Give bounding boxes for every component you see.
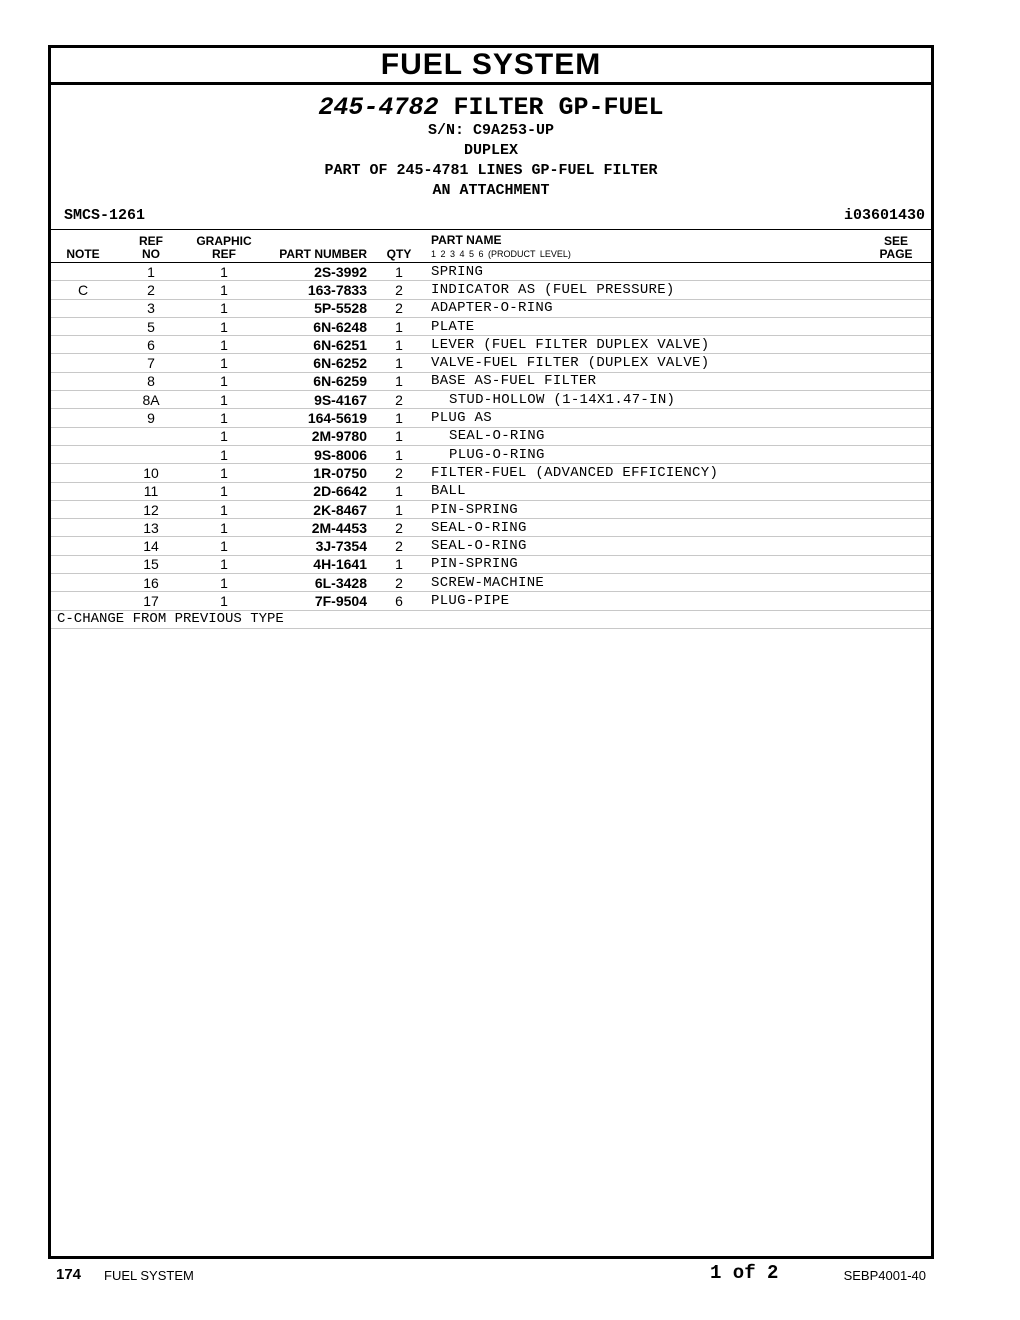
qty-cell: 1: [379, 427, 419, 445]
part-name-cell: FILTER-FUEL (ADVANCED EFFICIENCY): [419, 464, 861, 482]
qty-cell: 2: [379, 299, 419, 317]
ref-no-cell: [115, 427, 187, 445]
ref-no-cell: 5: [115, 317, 187, 335]
ref-no-cell: 16: [115, 574, 187, 592]
part-name-cell: SEAL-O-RING: [419, 537, 861, 555]
qty-cell: 1: [379, 445, 419, 463]
table-row: [51, 354, 931, 372]
part-name-cell: VALVE-FUEL FILTER (DUPLEX VALVE): [419, 354, 861, 372]
see-page-cell: [861, 555, 931, 573]
col-part-number: PART NUMBER: [261, 230, 379, 263]
part-number-cell: 2S-3992: [261, 263, 379, 281]
graphic-ref-cell: 1: [187, 354, 261, 372]
part-name-cell: PIN-SPRING: [419, 555, 861, 573]
table-row: [51, 427, 931, 445]
graphic-ref-cell: 1: [187, 555, 261, 573]
see-page-cell: [861, 336, 931, 354]
table-row: [51, 391, 931, 409]
ref-no-cell: 7: [115, 354, 187, 372]
part-number-cell: 6N-6252: [261, 354, 379, 372]
graphic-ref-cell: 1: [187, 500, 261, 518]
part-number-cell: 6N-6248: [261, 317, 379, 335]
page-footer: [56, 1262, 926, 1286]
part-name-cell: PLUG-PIPE: [419, 592, 861, 610]
qty-cell: 1: [379, 500, 419, 518]
qty-cell: 2: [379, 519, 419, 537]
group-name: FILTER GP-FUEL: [453, 93, 664, 122]
note-cell: [51, 592, 115, 610]
note-cell: [51, 317, 115, 335]
part-number-cell: 163-7833: [261, 281, 379, 299]
part-name-cell: SEAL-O-RING: [419, 519, 861, 537]
table-row: [51, 555, 931, 573]
graphic-ref-cell: 1: [187, 464, 261, 482]
note-cell: C: [51, 281, 115, 299]
ref-no-cell: 13: [115, 519, 187, 537]
see-page-cell: [861, 537, 931, 555]
note-cell: [51, 537, 115, 555]
note-cell: [51, 336, 115, 354]
qty-cell: 1: [379, 354, 419, 372]
parent-assembly: PART OF 245-4781 LINES GP-FUEL FILTER: [324, 162, 658, 179]
ref-no-cell: 8A: [115, 391, 187, 409]
table-row: [51, 537, 931, 555]
see-page-cell: [861, 281, 931, 299]
table-row: [51, 592, 931, 610]
graphic-ref-cell: 1: [187, 519, 261, 537]
illustration-id: i03601430: [843, 207, 925, 224]
see-page-cell: [861, 317, 931, 335]
document-id: SEBP4001-40: [843, 1268, 926, 1283]
part-number-cell: 6N-6259: [261, 372, 379, 390]
table-header-row: [51, 230, 931, 263]
note-cell: [51, 555, 115, 573]
ref-no-cell: 10: [115, 464, 187, 482]
note-cell: [51, 263, 115, 281]
table-row: [51, 317, 931, 335]
note-cell: [51, 391, 115, 409]
note-cell: [51, 482, 115, 500]
table-row: [51, 299, 931, 317]
see-page-cell: [861, 372, 931, 390]
qty-cell: 1: [379, 555, 419, 573]
qty-cell: 2: [379, 537, 419, 555]
reference-line: [51, 207, 931, 230]
part-number-cell: 164-5619: [261, 409, 379, 427]
see-page-cell: [861, 519, 931, 537]
table-row: [51, 336, 931, 354]
note-cell: [51, 354, 115, 372]
col-part-name: PART NAME 1 2 3 4 5 6 (PRODUCT LEVEL): [419, 230, 861, 263]
ref-no-cell: 2: [115, 281, 187, 299]
part-number-cell: 2M-4453: [261, 519, 379, 537]
part-number-cell: 6N-6251: [261, 336, 379, 354]
part-number-cell: 9S-8006: [261, 445, 379, 463]
part-name-cell: STUD-HOLLOW (1-14X1.47-IN): [419, 391, 861, 409]
smcs-code: SMCS-1261: [64, 207, 146, 224]
graphic-ref-cell: 1: [187, 281, 261, 299]
group-variant: DUPLEX: [463, 142, 518, 159]
see-page-cell: [861, 592, 931, 610]
qty-cell: 1: [379, 409, 419, 427]
qty-cell: 2: [379, 281, 419, 299]
ref-no-cell: 11: [115, 482, 187, 500]
part-name-cell: BALL: [419, 482, 861, 500]
part-name-cell: INDICATOR AS (FUEL PRESSURE): [419, 281, 861, 299]
table-row: [51, 464, 931, 482]
note-cell: [51, 445, 115, 463]
attachment-note: AN ATTACHMENT: [432, 182, 550, 199]
part-name-cell: PLATE: [419, 317, 861, 335]
table-row: [51, 519, 931, 537]
qty-cell: 2: [379, 391, 419, 409]
see-page-cell: [861, 500, 931, 518]
qty-cell: 6: [379, 592, 419, 610]
qty-cell: 2: [379, 464, 419, 482]
part-number-cell: 9S-4167: [261, 391, 379, 409]
qty-cell: 2: [379, 574, 419, 592]
qty-cell: 1: [379, 482, 419, 500]
graphic-ref-cell: 1: [187, 482, 261, 500]
footer-section: FUEL SYSTEM: [104, 1268, 194, 1283]
table-row: [51, 500, 931, 518]
ref-no-cell: 9: [115, 409, 187, 427]
see-page-cell: [861, 574, 931, 592]
graphic-ref-cell: 1: [187, 427, 261, 445]
see-page-cell: [861, 427, 931, 445]
col-graphic-ref: GRAPHIC REF: [187, 230, 261, 263]
part-name-cell: PLUG-O-RING: [419, 445, 861, 463]
graphic-ref-cell: 1: [187, 299, 261, 317]
part-number-cell: 1R-0750: [261, 464, 379, 482]
qty-cell: 1: [379, 372, 419, 390]
graphic-ref-cell: 1: [187, 317, 261, 335]
footnote: C-CHANGE FROM PREVIOUS TYPE: [51, 610, 931, 628]
col-see-page: SEE PAGE: [861, 230, 931, 263]
ref-no-cell: 6: [115, 336, 187, 354]
note-cell: [51, 500, 115, 518]
ref-no-cell: 12: [115, 500, 187, 518]
table-row: [51, 372, 931, 390]
part-name-cell: PLUG AS: [419, 409, 861, 427]
group-part-number: 245-4782: [318, 93, 439, 122]
page-frame: [48, 45, 934, 1259]
part-number-cell: 7F-9504: [261, 592, 379, 610]
graphic-ref-cell: 1: [187, 336, 261, 354]
graphic-ref-cell: 1: [187, 445, 261, 463]
table-row: [51, 445, 931, 463]
part-number-cell: 2K-8467: [261, 500, 379, 518]
page-of: 1 of 2: [710, 1262, 779, 1284]
ref-no-cell: 14: [115, 537, 187, 555]
see-page-cell: [861, 391, 931, 409]
ref-no-cell: 3: [115, 299, 187, 317]
part-number-cell: 5P-5528: [261, 299, 379, 317]
note-cell: [51, 372, 115, 390]
table-row: [51, 574, 931, 592]
part-name-cell: SEAL-O-RING: [419, 427, 861, 445]
qty-cell: 1: [379, 263, 419, 281]
product-levels: 1 2 3 4 5 6 (PRODUCT LEVEL): [431, 249, 571, 259]
see-page-cell: [861, 464, 931, 482]
table-row: [51, 281, 931, 299]
page-title: FUEL SYSTEM: [51, 48, 931, 85]
ref-no-cell: 17: [115, 592, 187, 610]
ref-no-cell: 1: [115, 263, 187, 281]
table-row: [51, 482, 931, 500]
col-ref-no: REF NO: [115, 230, 187, 263]
see-page-cell: [861, 354, 931, 372]
part-number-cell: 4H-1641: [261, 555, 379, 573]
part-number-cell: 2M-9780: [261, 427, 379, 445]
part-name-cell: ADAPTER-O-RING: [419, 299, 861, 317]
graphic-ref-cell: 1: [187, 372, 261, 390]
note-cell: [51, 519, 115, 537]
note-cell: [51, 409, 115, 427]
note-cell: [51, 299, 115, 317]
see-page-cell: [861, 445, 931, 463]
serial-range: S/N: C9A253-UP: [427, 122, 555, 139]
ref-no-cell: 8: [115, 372, 187, 390]
graphic-ref-cell: 1: [187, 409, 261, 427]
part-name-cell: SPRING: [419, 263, 861, 281]
graphic-ref-cell: 1: [187, 592, 261, 610]
page-number: 174: [56, 1266, 82, 1283]
part-name-cell: LEVER (FUEL FILTER DUPLEX VALVE): [419, 336, 861, 354]
see-page-cell: [861, 299, 931, 317]
qty-cell: 1: [379, 336, 419, 354]
graphic-ref-cell: 1: [187, 537, 261, 555]
ref-no-cell: [115, 445, 187, 463]
see-page-cell: [861, 482, 931, 500]
part-number-cell: 3J-7354: [261, 537, 379, 555]
table-row: [51, 263, 931, 281]
note-cell: [51, 427, 115, 445]
group-title: [51, 95, 931, 121]
part-name-cell: BASE AS-FUEL FILTER: [419, 372, 861, 390]
graphic-ref-cell: 1: [187, 574, 261, 592]
see-page-cell: [861, 263, 931, 281]
note-cell: [51, 574, 115, 592]
table-row: [51, 409, 931, 427]
ref-no-cell: 15: [115, 555, 187, 573]
col-note: NOTE: [51, 230, 115, 263]
graphic-ref-cell: 1: [187, 391, 261, 409]
footnote-row: [51, 610, 931, 628]
qty-cell: 1: [379, 317, 419, 335]
part-number-cell: 6L-3428: [261, 574, 379, 592]
part-number-cell: 2D-6642: [261, 482, 379, 500]
col-qty: QTY: [379, 230, 419, 263]
parts-table: [51, 230, 931, 629]
note-cell: [51, 464, 115, 482]
graphic-ref-cell: 1: [187, 263, 261, 281]
see-page-cell: [861, 409, 931, 427]
part-name-cell: PIN-SPRING: [419, 500, 861, 518]
group-header: [51, 95, 931, 201]
part-name-cell: SCREW-MACHINE: [419, 574, 861, 592]
